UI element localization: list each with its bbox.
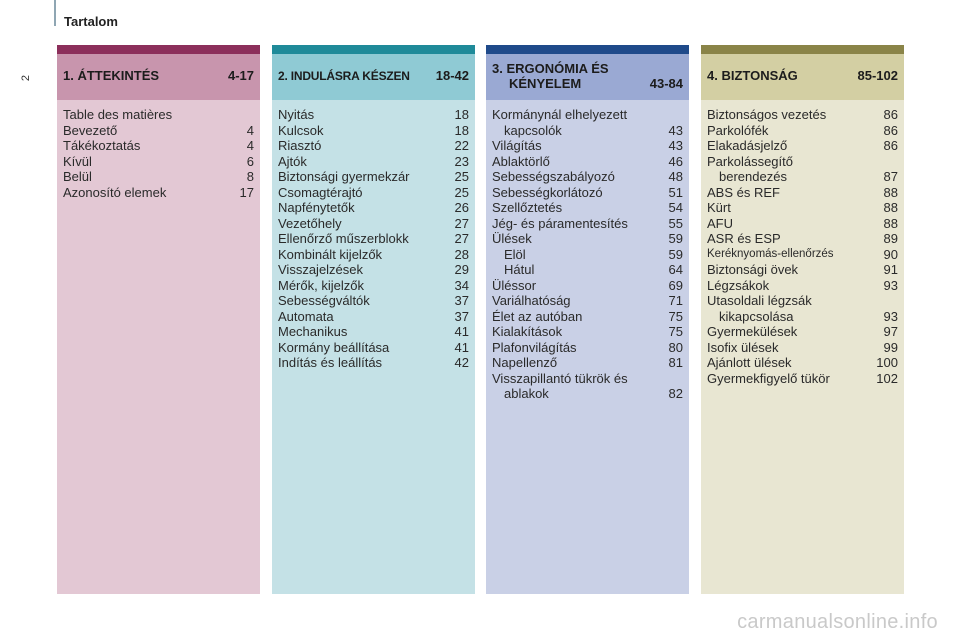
toc-entry[interactable]: Biztonsági gyermekzár 25 — [278, 169, 469, 184]
toc-entry[interactable]: Utasoldali légzsák — [707, 293, 812, 308]
toc-entry[interactable]: Automata 37 — [278, 308, 469, 324]
toc-entry[interactable]: Indítás és leállítás 42 — [278, 355, 469, 370]
section-header[interactable] — [486, 54, 689, 100]
section-page-range: 18-42 — [435, 68, 469, 83]
toc-entry[interactable]: Elakadásjelző 86 — [707, 138, 898, 153]
toc-entry[interactable]: Tákékoztatás 4 — [63, 138, 254, 153]
toc-entry[interactable]: Kürt 88 — [707, 200, 898, 215]
toc-entry[interactable]: Szellőztetés 54 — [492, 200, 683, 215]
toc-entry[interactable]: ablakok 82 — [504, 386, 683, 401]
toc-entry[interactable]: kikapcsolása 93 — [719, 308, 898, 324]
toc-entry[interactable]: Elöl 59 — [504, 246, 683, 262]
watermark: carmanualsonline.info — [737, 611, 938, 633]
section-page-range: 85-102 — [857, 68, 898, 83]
toc-entry[interactable]: Kormány beállítása 41 — [278, 339, 469, 355]
toc-entry[interactable]: Azonosító elemek 17 — [63, 184, 254, 200]
toc-entry[interactable]: Élet az autóban 75 — [492, 308, 683, 324]
section-color-bar — [57, 45, 260, 54]
toc-entry[interactable]: Világítás 43 — [492, 138, 683, 153]
section-safety — [701, 45, 904, 594]
toc-entry[interactable]: AFU 88 — [707, 215, 898, 231]
toc-entry[interactable]: Csomagtérajtó 25 — [278, 184, 469, 200]
toc-entry[interactable]: Ablaktörlő 46 — [492, 153, 683, 169]
toc-entry[interactable]: Belül 8 — [63, 169, 254, 184]
toc-entry[interactable]: Gyermekfigyelő tükör 102 — [707, 370, 898, 386]
toc-entry[interactable]: Visszapillantó tükrök és — [492, 370, 628, 386]
toc-entry[interactable]: Ülések 59 — [492, 231, 683, 246]
section-overview — [57, 45, 260, 594]
toc-entry[interactable]: Vezetőhely 27 — [278, 215, 469, 231]
toc-entry[interactable]: Kulcsok 18 — [278, 122, 469, 138]
toc-entry[interactable]: kapcsolók 43 — [504, 122, 683, 138]
toc-entry[interactable]: Biztonsági övek 91 — [707, 262, 898, 277]
section-title: 1. ÁTTEKINTÉS — [63, 68, 160, 83]
toc-entry[interactable]: Riasztó 22 — [278, 138, 469, 153]
toc-entry[interactable]: ASR és ESP 89 — [707, 231, 898, 246]
section-title-line1: 3. ERGONÓMIA ÉS — [492, 61, 609, 76]
toc-entry[interactable]: Ajtók 23 — [278, 153, 469, 169]
toc-entry[interactable]: Kialakítások 75 — [492, 324, 683, 339]
toc-entry[interactable]: Légzsákok 93 — [707, 277, 898, 293]
section-title-line2: KÉNYELEM — [509, 76, 582, 91]
page-number: 2 — [20, 74, 33, 82]
toc-list — [701, 100, 904, 386]
section-getting-ready — [272, 45, 475, 594]
toc-entry[interactable]: Table des matières — [63, 107, 173, 122]
toc-entry[interactable]: Nyitás 18 — [278, 107, 469, 122]
section-header[interactable] — [57, 54, 260, 100]
toc-entry[interactable]: berendezés 87 — [719, 169, 898, 184]
toc-entry[interactable]: Bevezető 4 — [63, 122, 254, 138]
section-color-bar — [272, 45, 475, 54]
toc-entry[interactable]: Isofix ülések 99 — [707, 339, 898, 355]
toc-entry[interactable]: Keréknyomás-ellenőrzés 90 — [707, 246, 898, 262]
section-title: 2. INDULÁSRA KÉSZEN — [278, 69, 410, 83]
toc-entry[interactable]: Sebességkorlátozó 51 — [492, 184, 683, 200]
toc-entry[interactable]: Napfénytetők 26 — [278, 200, 469, 215]
section-ergonomics — [486, 45, 689, 594]
toc-entry[interactable]: Sebességváltók 37 — [278, 293, 469, 308]
toc-entry[interactable]: Kombinált kijelzők 28 — [278, 246, 469, 262]
toc-list — [57, 100, 260, 200]
toc-entry[interactable]: Parkolófék 86 — [707, 122, 898, 138]
toc-entry[interactable]: Kormánynál elhelyezett — [492, 107, 628, 122]
section-page-range: 4-17 — [227, 68, 254, 83]
toc-list — [272, 100, 475, 371]
toc-entry[interactable]: Sebességszabályozó 48 — [492, 169, 683, 184]
toc-list — [486, 100, 689, 402]
toc-entry[interactable]: Hátul 64 — [504, 262, 683, 277]
toc-entry[interactable]: Ajánlott ülések 100 — [707, 355, 898, 370]
toc-entry[interactable]: Kívül 6 — [63, 153, 254, 169]
toc-entry[interactable]: Üléssor 69 — [492, 277, 683, 293]
header-rule — [54, 0, 56, 26]
toc-entry[interactable]: Mechanikus 41 — [278, 324, 469, 339]
toc-entry[interactable]: Ellenőrző műszerblokk 27 — [278, 231, 469, 246]
section-color-bar — [701, 45, 904, 54]
page-title: Tartalom — [64, 14, 118, 29]
toc-entry[interactable]: Napellenző 81 — [492, 355, 683, 370]
toc-entry[interactable]: Biztonságos vezetés 86 — [707, 107, 898, 122]
toc-entry[interactable]: ABS és REF 88 — [707, 184, 898, 200]
toc-entry[interactable]: Jég- és páramentesítés 55 — [492, 215, 683, 231]
toc-entry[interactable]: Parkolássegítő — [707, 153, 793, 169]
section-header[interactable] — [272, 54, 475, 100]
toc-entry[interactable]: Plafonvilágítás 80 — [492, 339, 683, 355]
section-header[interactable] — [701, 54, 904, 100]
toc-entry[interactable]: Mérők, kijelzők 34 — [278, 277, 469, 293]
toc-entry[interactable]: Gyermekülések 97 — [707, 324, 898, 339]
toc-entry[interactable]: Variálhatóság 71 — [492, 293, 683, 308]
toc-entry[interactable]: Visszajelzések 29 — [278, 262, 469, 277]
section-page-range: 43-84 — [649, 76, 683, 91]
section-title: 4. BIZTONSÁG — [707, 68, 798, 83]
section-color-bar — [486, 45, 689, 54]
